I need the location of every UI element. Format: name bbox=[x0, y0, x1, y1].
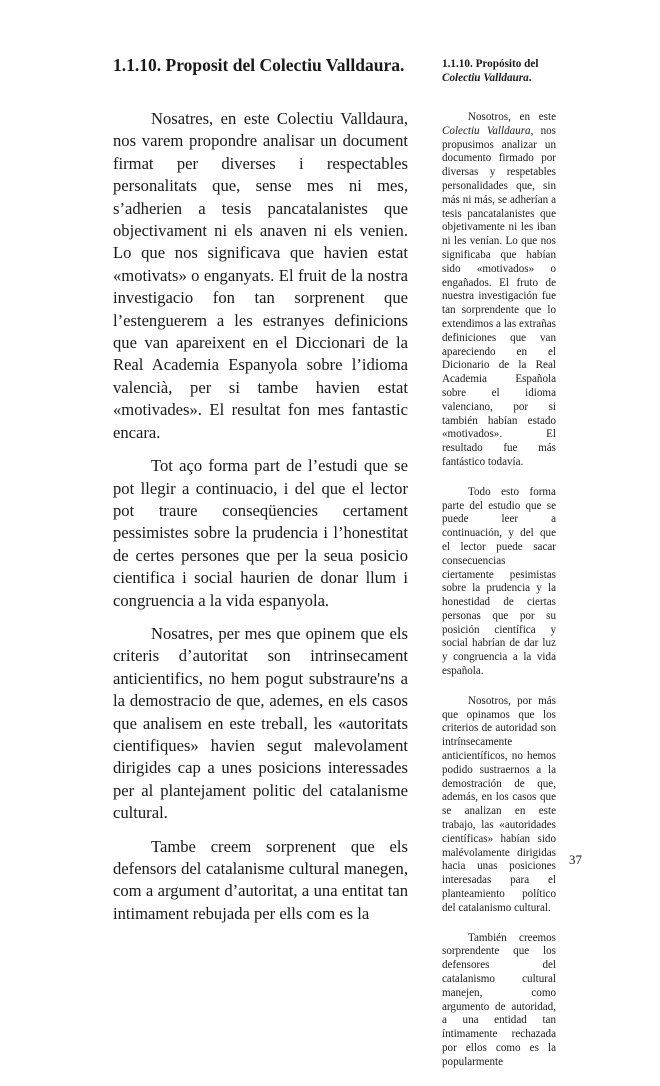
page-number: 37 bbox=[569, 852, 582, 867]
spanish-paragraph-3: Nosotros, por más que opinamos que los criterios de autoridad son intrínsecamente anticientíficos, no hemos podido sustraernos a la demostración de que, además, en los casos que se analizan en este trabajo, las «autoridades científicas» habían sido malévolamente dirigidas hacia unas posiciones interesadas para el planteamiento político del catalanismo cultural. bbox=[442, 694, 556, 914]
catalan-paragraph-1: Nosatres, en este Colectiu Valldaura, nos varem propondre analisar un document firmat per diverses i respectables personalitats que, sense mes ni mes, s’adherien a tesis pancatalanistes que objectivament ni els anaven ni els venien. Lo que nos significava que havien estat «motivats» o enganyats. El fruit de la nostra investigacio fon tan sorprenent que l’estenguerem a les estranyes definicions que van apareixent en el Diccionari de la Real Academia Espanyola sobre l’idioma valencià, per si tambe havien estat «motivades». El resultat fon mes fantastic encara. bbox=[113, 109, 408, 442]
p1-prefix: Nosotros, en este bbox=[468, 111, 556, 123]
section-title-catalan: 1.1.10. Proposit del Colectiu Valldaura. bbox=[113, 55, 405, 75]
spanish-paragraph-1 bbox=[442, 111, 556, 470]
title-suffix: . bbox=[528, 71, 532, 84]
spanish-column bbox=[442, 58, 556, 1086]
section-title-spanish bbox=[442, 58, 556, 85]
catalan-paragraph-3: Nosatres, per mes que opinem que els criteris d’autoritat son intrinsecament anticientifics, no hem pogut substraure'ns a la demostracio de que, ademes, en els casos que analisem en este treball, les «autoritats cientifiques» havien segut malevolament dirigides cap a unes posicions interessades per al plantejament politic del catalanisme cultural. bbox=[113, 623, 408, 823]
title-prefix: 1.1.10. Propósito del bbox=[442, 58, 539, 70]
catalan-paragraph-4: Tambe creem sorprenent que els defensors del catalanisme cultural manegen, com a argument d’autoritat, a una entitat tan intimament rebujada per ells com es la bbox=[113, 836, 408, 923]
spanish-paragraph-4: También creemos sorprendente que los defensores del catalanismo cultural manejen, como argumento de autoridad, a una entidad tan íntimamente rechazada por ellos como es la popularmente bbox=[442, 931, 556, 1068]
catalan-paragraph-2: Tot aço forma part de l’estudi que se pot llegir a continuacio, i del que el lector pot traure conseqüencies certament pessimistes sobre la prudencia i l’honestitat de certes persones que per la seua posicio cientifica i social haurien de donar llum i congruencia a la vida espanyola. bbox=[113, 456, 408, 610]
p1-rest: , nos propusimos analizar un documento firmado por diversas y respetables personalidades que, sin más ni más, se adherían a tesis pancatalanistes que objetivamente ni les iban ni les venían. Lo que nos significaba que habían sido «motivados» o engañados. El fruto de nuestra investigación fue tan sorprendente que lo extendimos a las extrañas definiciones que van apareciendo en el Dicionario de la Real Academia Española sobre el idioma valenciano, por si también habían estado «motivados». El resultado fue más fantástico todavía. bbox=[442, 124, 556, 468]
spanish-paragraph-2: Todo esto forma parte del estudio que se puede leer a continuación, y del que el lector puede sacar consecuencias ciertamente pesimistas sobre la prudencia y la honestidad de ciertas personas que por su posición científica y social habrían de dar luz y congruencia a la vida española. bbox=[442, 485, 556, 678]
p1-italic-name: Colectiu Valldaura bbox=[442, 124, 531, 137]
title-italic-name: Colectiu Valldaura bbox=[442, 71, 529, 84]
catalan-column bbox=[113, 54, 408, 936]
